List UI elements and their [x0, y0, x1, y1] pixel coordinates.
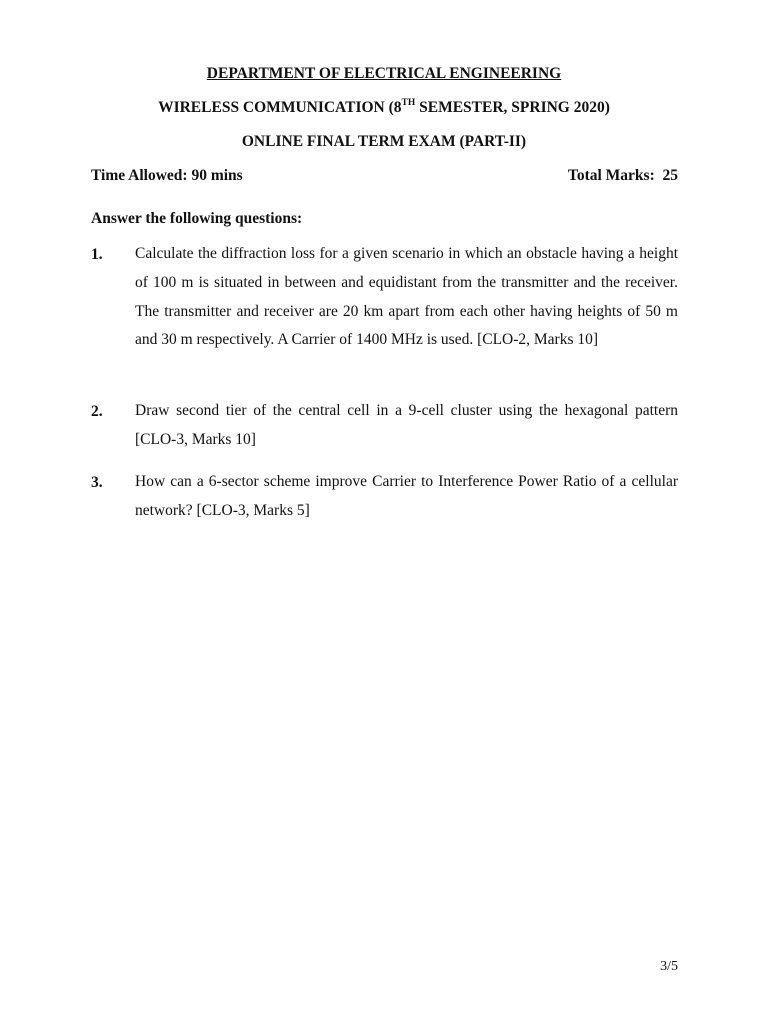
question-text: Calculate the diffraction loss for a given scenario in which an obstacle having a height of 100 m is situated in between and equidistant from the transmitter and the receiver. The transmitter and receiver are 20 km apart from each other having heights of 50 m and 30 m respectively. A Carrier of 1400 MHz is used. [CLO-2, Marks 10] [135, 245, 678, 349]
department-heading: DEPARTMENT OF ELECTRICAL ENGINEERING [206, 65, 562, 82]
course-prefix: WIRELESS COMMUNICATION (8 [158, 99, 402, 116]
time-allowed: Time Allowed: 90 mins [91, 167, 243, 184]
question-number: 1. [91, 246, 103, 263]
question-text: Draw second tier of the central cell in a 9-cell cluster using the hexagonal pattern [CLO-3, Marks 10] [135, 402, 678, 448]
question-text: How can a 6-sector scheme improve Carrier to Interference Power Ratio of a cellular network? [CLO-3, Marks 5] [135, 473, 678, 519]
total-marks: Total Marks: 25 [567, 167, 678, 184]
course-suffix: SEMESTER, SPRING 2020) [415, 99, 610, 116]
page-number: 3/5 [660, 959, 678, 974]
question-number: 3. [91, 474, 103, 491]
course-heading [0, 98, 768, 118]
exam-title: ONLINE FINAL TERM EXAM (PART-II) [241, 133, 527, 150]
question-number: 2. [91, 403, 103, 420]
course-superscript: TH [401, 97, 416, 108]
instruction-text: Answer the following questions: [91, 210, 303, 227]
